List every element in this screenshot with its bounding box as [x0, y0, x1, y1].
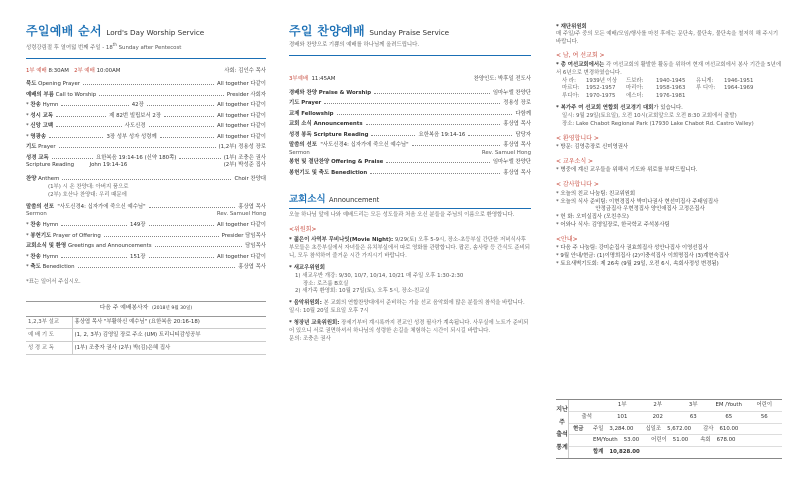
choir-list: (1부) 시 온 찬양대: 아버지 품으로 (2부) 호산나 찬양대: 우리 때문에: [48, 184, 129, 198]
order-item-leader: 정용성 장로: [503, 100, 531, 106]
guide-heading: <안내>: [556, 235, 578, 243]
offering-value: 610.00: [719, 425, 739, 432]
guide-list: [556, 245, 782, 268]
order-item-leader: (1부) 조충은 권사: [223, 154, 266, 161]
praise-column: [289, 0, 531, 486]
praise-order-2: [289, 159, 531, 180]
praise-sermon: 말씀의 선포 "사도신경4: 십자가에 죽으신 예수님" 홍상엽 목사: [289, 142, 531, 148]
leader-dots: [61, 222, 127, 226]
order-item-leader: All together 다같이: [217, 123, 266, 130]
order-item-label: * 신앙 고백: [26, 123, 54, 130]
table-row: [26, 317, 266, 329]
mission-group-cell: [696, 93, 724, 101]
row-key: 성 경 교 독: [26, 342, 72, 355]
row-value: (1부) 조충자 권사 (2부) 박(김)은혜 집사: [72, 342, 266, 355]
leader-dots: [61, 102, 128, 106]
order-item-anthem: 찬양 Anthem Choir 찬양대: [26, 175, 266, 182]
offering-row: [569, 435, 782, 447]
stats-label: 지난 주 출석 통계: [556, 400, 569, 458]
leader-dots: [83, 81, 214, 85]
attendance-stats: [556, 399, 782, 459]
order-item-label: 예배의 부름 Call to Worship: [26, 91, 97, 98]
row-value: (1, 2, 3부) 김영일 장로 주소 (UM) 트리니티감성공부: [72, 329, 266, 342]
order-item-detail: 3장 성부 성자 성령께: [106, 133, 157, 140]
order-item-leader: Presider 담임목사: [221, 232, 266, 239]
order-item-scripture-en: Scripture Reading John 19:14-16 (2부) 박성준 집사: [26, 162, 266, 169]
order-item-label: * 영광송: [26, 133, 47, 140]
order-item-detail: 149장: [130, 222, 146, 229]
mission-group-cell: 1952-1957: [586, 85, 616, 92]
stats-col-header: 2부: [653, 402, 663, 408]
stats-header: [569, 400, 782, 412]
order-item: [26, 134, 266, 145]
order-item-label: * 찬송 Hymn: [26, 102, 59, 109]
mission-group-cell: 에스더:: [626, 93, 644, 100]
order-item-label: 봉헌 및 결단찬양 Offering & Praise: [289, 159, 384, 166]
order-item-leader: All together 다같이: [217, 253, 266, 260]
worship-subtitle: 성령강림절 후 열여덟 번째 주일 - 18th Sunday after Pentecost: [26, 42, 182, 51]
row-value: 홍상엽 목사 "부활하신 예수님" (요한복음 20:16-18): [72, 317, 266, 329]
offering-key: 어린이: [651, 437, 667, 444]
order-item-leader: All together 다같이: [217, 222, 266, 229]
mission-group-cell: 1964-1969: [724, 85, 754, 92]
star-mark: *: [26, 253, 31, 260]
leader-dots: [78, 264, 236, 268]
news-education: * 청장년 교육위원회: 장세기부터 계시록까지 전교인 성경 필사가 계속됩니다. 사무실에 노트가 준비되어 있으니 서로 권면하셔서 하나님의 성령한 손길을 체험하는 시간이 되시길 바랍니다. 문의: 조충은 권사: [289, 319, 529, 342]
order-item-leader: 담당자: [515, 131, 531, 138]
finance-text: 매 주일/주 중의 모든 예배/모임/행사를 마친 후에는 문단속, 불단속, 물단속을 철저히 해 주시기 바랍니다.: [556, 30, 779, 45]
leader-dots: [59, 144, 216, 148]
divider: [289, 55, 531, 56]
members-heading: < 교우소식 >: [556, 157, 594, 165]
row-key: 예 배 기 도: [26, 329, 72, 342]
star-mark: *: [26, 264, 31, 271]
leader-dots: [371, 132, 415, 136]
order-item-label: 기도 Prayer: [26, 144, 56, 151]
order-item-detail: 요한복음 19:14-16: [418, 131, 466, 138]
leader-dots: [56, 123, 122, 127]
star-mark: *: [26, 232, 31, 239]
order-item-label: 묵도 Opening Prayer: [26, 81, 80, 88]
offering-value: 678.00: [716, 437, 736, 444]
mission-group-cell: [724, 93, 764, 101]
members-text: * 병중에 계신 교우들을 위해서 기도와 위로를 부탁드립니다.: [556, 167, 698, 174]
order-item: [289, 121, 531, 132]
order-item-label: 교회 소식 Announcements: [289, 121, 363, 127]
mission-group-cell: 마리아:: [626, 85, 644, 92]
table-row: [26, 329, 266, 342]
mission-group-cell: 1940-1945: [656, 77, 686, 84]
order-item: [26, 92, 266, 103]
leader-dots: [386, 159, 490, 163]
star-mark: *: [26, 102, 31, 109]
stats-col-header: 어린이: [756, 402, 773, 408]
order-item-detail: 42장: [131, 102, 144, 109]
offering-value: 5,672.00: [667, 425, 692, 432]
worship-title-en: Lord's Day Worship Service: [106, 28, 205, 37]
praise-title: 주일 찬양예배 Sunday Praise Service: [289, 24, 450, 38]
mission-group-cell: 1958-1963: [656, 85, 686, 92]
leader-dots: [374, 90, 490, 94]
praise-subtitle: 경배와 찬양으로 기쁨의 예배를 하나님께 올려드립니다.: [289, 42, 420, 48]
order-item-label: 기도 Prayer: [289, 100, 322, 106]
leader-dots: [61, 254, 127, 258]
order-item-leader: 홍상엽 목사: [503, 121, 531, 127]
news-music: * 음악위원회: 본 교회의 연합찬양대에서 준비하는 가을 선교 음악회에 많은 분들의 참석을 바랍니다. 일시: 10월 20일 토요일 오후 7시: [289, 300, 525, 315]
leader-dots: [52, 155, 93, 159]
next-week-table: [26, 317, 266, 355]
leader-dots: [179, 155, 220, 159]
stats-att-value: 101: [617, 413, 628, 420]
order-of-worship-2: [26, 222, 266, 275]
order-item-leader: All together 다같이: [217, 133, 266, 140]
order-item: [26, 102, 266, 113]
stats-att-value: 202: [652, 413, 663, 420]
leader-dots: [149, 123, 215, 127]
order-item: [289, 100, 531, 111]
mission-group-cell: 사 라:: [562, 77, 576, 84]
order-item-leader: All together 다같이: [217, 102, 266, 109]
order-item: [26, 123, 266, 134]
total-value: 10,828.00: [609, 449, 640, 455]
order-item: [26, 81, 266, 92]
mission-group-cell: 루 디아:: [696, 85, 716, 92]
thanks-item: * 헌 화: 오미실집사 (모친추모): [556, 214, 629, 221]
leader-dots: [366, 121, 501, 125]
mission-group-cell: 1946-1951: [724, 77, 754, 84]
offering-label: 현금: [573, 425, 584, 432]
news-newcomer: * 새교우위원회 1) 새교우반 개강: 9/30, 10/7, 10/14, 10/21 매 주일 오후 1:30-2:30 장소: 로즈룸 B호실 2) 새가족 환영회: 10월 27일(토), 오후 5시, 장소-친교실: [289, 264, 464, 295]
stats-col-header: EM /Youth: [715, 402, 742, 408]
order-item-leader: 홍상엽 목사: [503, 169, 531, 176]
star-mark: *: [26, 133, 31, 140]
leader-dots: [149, 254, 215, 258]
mission-group-cell: 1970-1975: [586, 93, 616, 100]
stats-col-header: [569, 402, 605, 409]
mission-group-cell: 루디아:: [562, 93, 580, 100]
order-item: [26, 113, 266, 124]
stats-col-header: 3부: [688, 402, 698, 408]
mission-group-cell: 드보라:: [626, 77, 644, 84]
star-mark: *: [26, 123, 31, 130]
leader-dots: [104, 233, 219, 237]
stats-offering: [569, 424, 782, 458]
thanks-item: 안정금집사 우현정집사 양인애집사 고정은집사: [556, 206, 705, 213]
leader-dots: [324, 100, 500, 104]
first-service-time: 8:30AM: [48, 67, 69, 74]
order-item: [26, 222, 266, 233]
mission-group-cell: 1976-1981: [656, 93, 686, 100]
leader-dots: [370, 170, 500, 174]
thanks-heading: < 감사합니다 >: [556, 181, 599, 189]
presider: 사회: 김인수 목사: [224, 67, 266, 74]
order-item-label: * 성시 교독: [26, 112, 54, 119]
order-item-label: * 찬송 Hymn: [26, 222, 59, 229]
leader-dots: [468, 132, 512, 136]
order-item: [26, 264, 266, 275]
order-item: [26, 144, 266, 155]
praise-service-time: 3부예배 11:45AM 찬양인도: 박후일 전도사: [289, 75, 531, 82]
order-item-leader: All together 다같이: [217, 81, 266, 88]
news-movie-night: * 젊은이 사역부 무비나잇(Movie Night): 9/29(토) 오후 5-9시, 장소-초등부실 간단한 저녁식사후 부모들은 초등부실에서 자녀들은 유치부실에서 따로 영화를 관람합니다. 팝콘, 솜사탕 등 간식도 준비되니, 모두 참석하여 즐거운 시간 가지시기 바랍니다.: [289, 237, 530, 260]
offering-total: [569, 447, 782, 458]
stand-note: *표는 일어서 주십시오.: [26, 278, 81, 285]
mission-group-cell: 1939년 이상: [586, 77, 618, 84]
divider: [26, 58, 266, 59]
order-item: [289, 111, 531, 122]
order-item-label: * 봉헌기도 Prayer of Offering: [26, 232, 101, 239]
order-item: [26, 243, 266, 254]
total-label: 합계: [593, 449, 604, 455]
order-item: [289, 170, 531, 181]
leader-dots: [147, 102, 214, 106]
leader-dots: [99, 92, 224, 96]
guide-item: * 9월 안내/현금: (1)이명희집사 (2)이충석집사 이희명집사 (3)계현숙집사: [556, 253, 730, 260]
order-item: [289, 132, 531, 143]
order-item-leader: (1,2부) 정용성 장로: [218, 144, 266, 151]
mission-heading: < 남, 여 선교회 >: [556, 52, 605, 60]
order-item-label: 교제 Fellowship: [289, 110, 334, 117]
thanks-item: * 오늘의 친교 나눔팀: 친교위원회: [556, 190, 636, 197]
order-item-label: * 찬송 Hymn: [26, 253, 59, 260]
order-item-detail: 사도신경: [124, 123, 146, 130]
mission-groups: [556, 78, 782, 101]
leader-dots: [155, 243, 243, 247]
order-item: [289, 159, 531, 170]
table-row: [26, 342, 266, 355]
first-service-label: 1부 예배: [26, 67, 47, 74]
stats-att-value: 63: [689, 413, 697, 420]
offering-key: 주일: [593, 425, 604, 432]
order-item: [289, 90, 531, 101]
praise-sermon-en: Sermon Rev. Samuel Hong: [289, 149, 531, 156]
order-item: [26, 233, 266, 244]
star-mark: *: [26, 222, 31, 229]
offering-key: 십일조: [645, 425, 662, 432]
stats-col-header: 1부: [617, 402, 627, 408]
praise-order: [289, 90, 531, 143]
mission-group-cell: 마르다:: [562, 85, 580, 92]
leader-dots: [164, 113, 214, 117]
sermon-en: Sermon Rev. Samuel Hong: [26, 211, 266, 218]
bazaar: * 복가주 여 선교회 연합회 선교경기 대회가 있습니다. 일시: 9월 29일(토요일), 오전 10시(교회앞으로 오전 8:30 교회에서 출발) 장소: Lake Chabot Regional Park (17930 Lake Chabot Rd. Castro Valley): [556, 105, 754, 127]
offering-key: 감사: [703, 425, 714, 432]
leader-dots: [160, 134, 214, 138]
leader-dots: [337, 111, 513, 115]
order-item-label: 교회소식 및 환영 Greetings and Announcements: [26, 243, 152, 250]
offering-row: [569, 424, 782, 436]
order-item-label: 성경 봉독 Scripture Reading: [289, 131, 369, 138]
stats-att-value: 65: [725, 413, 733, 420]
news-intro: 오늘 하나님 앞에 나와 예배드리는 모든 성도들과 처음 오신 분들을 주님의 이름으로 환영합니다.: [289, 212, 515, 219]
offering-label: [573, 437, 587, 444]
mission-text: * 총 여선교회에서는 각 여선교회의 활발한 활동을 위하여 현재 여선교회에서 봉사 기간을 5년에서 6년으로 변경하였습니다.: [556, 61, 782, 76]
order-item-leader: 담임목사: [245, 243, 266, 250]
divider: [289, 208, 531, 209]
order-item-leader: All together 다같이: [217, 112, 266, 119]
worship-column: [26, 0, 266, 486]
offering-value: 53.00: [623, 437, 640, 444]
leader-dots: [56, 113, 106, 117]
order-item-leader: Presider 사회자: [226, 91, 266, 98]
order-item-label: * 축도 Benediction: [26, 264, 75, 271]
offering-value: 3,284.00: [609, 425, 634, 432]
order-item-sermon: 말씀의 선포 "사도신경4: 십자가에 죽으신 예수님" 홍상엽 목사: [26, 203, 266, 210]
order-item-leader: 임마누엘 찬양단: [492, 159, 531, 166]
leader-dots: [149, 222, 215, 226]
leader-dots: [49, 134, 103, 138]
order-item-detail: 151장: [130, 253, 146, 260]
stats-attendance: [569, 412, 782, 424]
stats-att-value: 56: [760, 413, 768, 420]
order-item-label: 경배와 찬양 Praise & Worship: [289, 89, 372, 96]
news-title: 교회소식 Announcement: [289, 194, 380, 206]
next-week-title: 다음 주 예배봉사자 (2018년 9월 30일): [26, 301, 266, 316]
order-item-leader: 홍상엽 목사: [238, 264, 266, 271]
row-key: 1,2,3부 설교: [26, 317, 72, 329]
stats-att-label: 출석: [581, 413, 592, 420]
mission-group-cell: 유니게:: [696, 77, 714, 84]
star-mark: *: [26, 112, 31, 119]
guide-item: * 다음 주 나눔팀: 강미순집사 권효희집사 성안나집사 이영선집사: [556, 245, 708, 252]
order-item-label: 봉헌기도 및 축도 Benediction: [289, 169, 368, 176]
offering-value: 51.00: [672, 437, 689, 444]
order-item: [26, 254, 266, 265]
second-service-time: 10:00AM: [96, 67, 121, 74]
thanks-list: [556, 191, 782, 230]
finance-heading: * 재단위원회: [556, 24, 587, 30]
order-of-worship: [26, 81, 266, 165]
thanks-item: * 어와나 식사: 김영일장로, 한국학교 주석봉사팀: [556, 222, 670, 228]
order-item-leader: 다함께: [515, 110, 531, 117]
guide-item: * 토요새벽기도회: 제 26속 (9월 29일, 오전 6시, 속회사정성 변경됨): [556, 260, 719, 267]
order-item-detail: 제 82번 빌립보서 2장: [109, 112, 162, 119]
offering-key: 속회: [700, 437, 711, 444]
second-service-label: 2부 예배: [74, 67, 95, 74]
order-item-label: 성경 교독: [26, 154, 49, 161]
order-item-leader: 임마누엘 찬양단: [492, 89, 531, 96]
offering-key: EM/Youth: [593, 437, 618, 444]
thanks-item: * 오늘의 식사 준비팀: 이현경집사 박미나권사 현선미집사 주태임집사: [556, 198, 719, 205]
worship-title: 주일예배 순서 Lord's Day Worship Service: [26, 24, 205, 38]
welcome-heading: < 환영합니다 >: [556, 134, 599, 142]
welcome-text: * 방문: 김영총장로 신미영권사: [556, 144, 629, 151]
announcements-column: [556, 0, 782, 486]
service-times: [26, 68, 266, 75]
order-item-detail: 요한복음 19:14-16 (신약 180쪽): [95, 154, 177, 161]
committee-heading: <위원회>: [289, 225, 317, 233]
